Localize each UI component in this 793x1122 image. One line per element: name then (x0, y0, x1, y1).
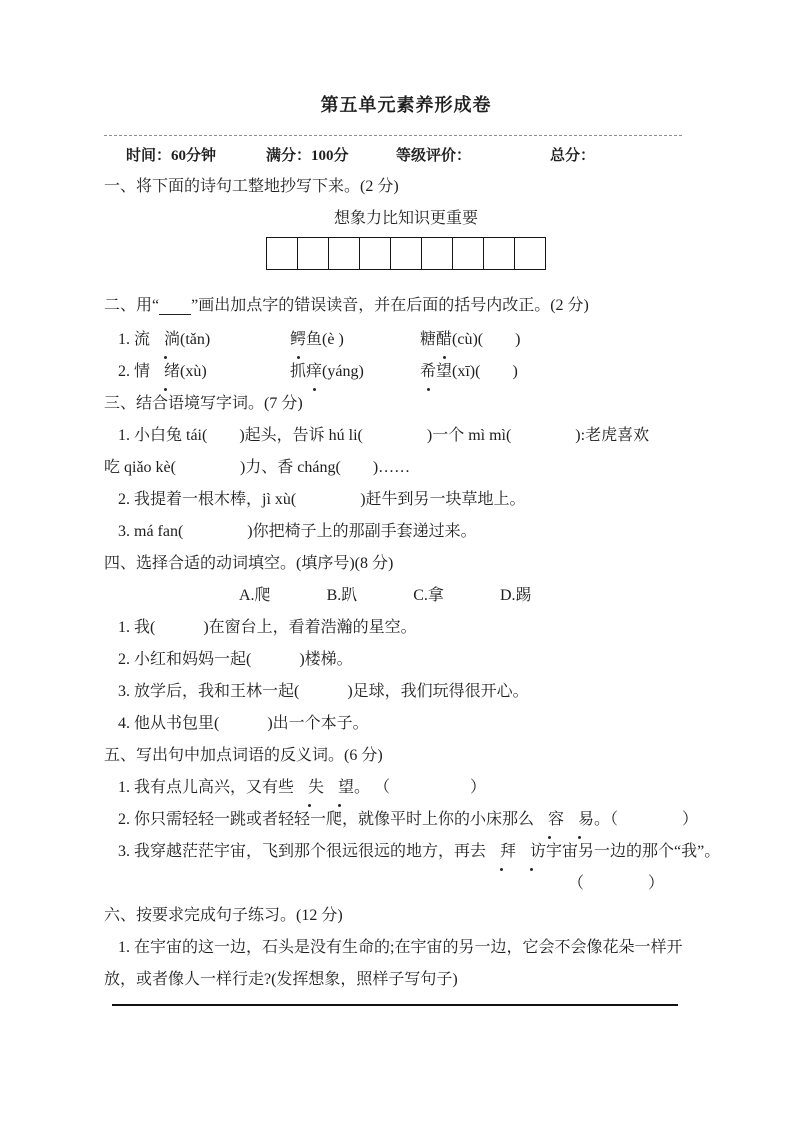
s6-item-1-line-1: 1. 在宇宙的这一边，石头是没有生命的;在宇宙的另一边，它会不会像花朵一样开 (118, 939, 683, 956)
s4-item-2: 2. 小红和妈妈一起( )楼梯。 (118, 651, 353, 668)
word-item: 希望(xī)( ) (420, 356, 708, 388)
s6-item-1-line-2: 放，或者像人一样行走?(发挥想象，照样子写句子) (104, 971, 458, 988)
meta-time: 时间：60分钟 (126, 148, 217, 164)
word-item: 1. 流 淌(tǎn) (104, 324, 290, 356)
s4-item-3: 3. 放学后，我和王林一起( )足球，我们玩得很开心。 (118, 683, 529, 700)
copy-grid (104, 237, 708, 270)
page-title: 第五单元素养形成卷 (320, 95, 492, 115)
s5-item-2: 2. 你只需轻轻一跳或者轻轻一爬，就像平时上你的小床那么 容 易。（ ） (104, 804, 708, 836)
section-2-heading: 二、用“ ”画出加点字的错误读音，并在后面的括号内改正。(2 分) (104, 297, 589, 314)
word-item: 糖醋(cù)( ) (420, 324, 708, 356)
meta-grade-eval: 等级评价： (396, 148, 472, 164)
option-b: B.趴 (326, 587, 358, 604)
s3-item-1-line-1: 1. 小白兔 tái( )起头，告诉 hú li( )一个 mì mì( ):老虎喜欢 (118, 427, 650, 444)
s4-item-1: 1. 我( )在窗台上，看着浩瀚的星空。 (118, 619, 417, 636)
section-6-heading: 六、按要求完成句子练习。(12 分) (104, 907, 343, 924)
word-item: 2. 情 绪(xù) (104, 356, 290, 388)
section-4-heading: 四、选择合适的动词填空。(填序号)(8 分) (104, 555, 394, 572)
grid-cell (422, 237, 453, 270)
option-d: D.踢 (499, 587, 532, 604)
grid-cell (453, 237, 484, 270)
meta-full-score: 满分：100分 (266, 148, 349, 164)
word-item: 抓痒(yáng) (290, 356, 420, 388)
grid-cell (391, 237, 422, 270)
grid-cell (360, 237, 391, 270)
s5-item-1: 1. 我有点儿高兴，又有些 失 望。 （ ） (104, 772, 708, 804)
s3-item-3: 3. má fan( )你把椅子上的那副手套递过来。 (118, 523, 477, 540)
option-a: A.爬 (239, 587, 271, 604)
s3-item-2: 2. 我提着一根木棒，jì xù( )赶牛到另一块草地上。 (118, 491, 526, 508)
s4-item-4: 4. 他从书包里( )出一个本子。 (118, 715, 369, 732)
section-5-heading: 五、写出句中加点词语的反义词。(6 分) (104, 747, 383, 764)
grid-cell (484, 237, 515, 270)
grid-cell (515, 237, 546, 270)
exam-content (104, 0, 721, 1006)
verb-options-row (239, 580, 708, 612)
grid-cell (266, 237, 298, 270)
exam-meta-row (104, 144, 708, 168)
answer-line (112, 1004, 678, 1006)
option-c: C.拿 (413, 587, 444, 604)
grid-cell (298, 237, 329, 270)
word-item: 鳄鱼(è ) (290, 324, 420, 356)
grid-cell (329, 237, 360, 270)
s3-item-1-line-2: 吃 qiǎo kè( )力、香 cháng( )…… (104, 459, 411, 476)
word-row-1 (104, 324, 708, 356)
s5-item-3-answer-parens: （ ） (567, 875, 664, 892)
word-row-2 (104, 356, 708, 388)
section-1-heading: 一、将下面的诗句工整地抄写下来。(2 分) (104, 178, 399, 195)
dashed-divider (104, 135, 682, 136)
s5-item-3: 3. 我穿越茫茫宇宙，飞到那个很远很远的地方，再去 拜 访宇宙另一边的那个“我”。 (104, 836, 708, 868)
copy-phrase: 想象力比知识更重要 (333, 210, 478, 227)
meta-total-score: 总分： (550, 148, 596, 164)
section-3-heading: 三、结合语境写字词。(7 分) (104, 395, 303, 412)
